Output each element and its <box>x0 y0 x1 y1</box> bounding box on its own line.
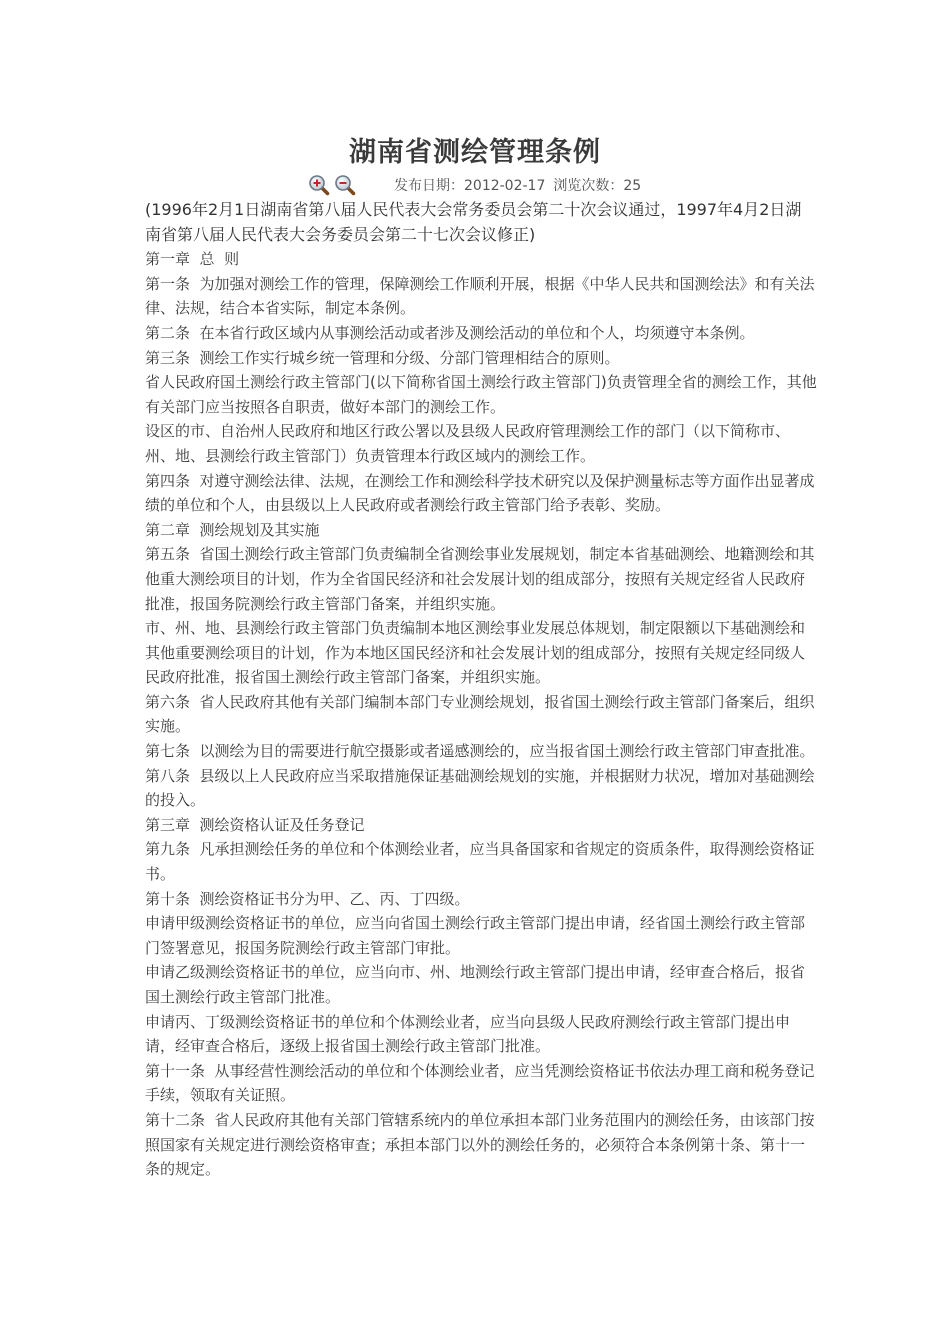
document-body <box>145 198 817 1182</box>
article-paragraph: 申请甲级测绘资格证书的单位，应当向省国土测绘行政主管部门提出申请，经省国土测绘行政主管部门签署意见，报国务院测绘行政主管部门审批。 <box>145 914 806 957</box>
article-paragraph: 第九条 凡承担测绘任务的单位和个体测绘业者，应当具备国家和省规定的资质条件，取得测绘资格证书。 <box>145 840 815 884</box>
article-paragraph: 第十一条 从事经营性测绘活动的单位和个体测绘业者，应当凭测绘资格证书依法办理工商和税务登记手续，领取有关证照。 <box>145 1061 815 1105</box>
zoom-in-icon[interactable] <box>308 174 330 196</box>
view-count-label: 浏览次数： <box>553 178 624 194</box>
article-paragraph: 市、州、地、县测绘行政主管部门负责编制本地区测绘事业发展总体规划，制定限额以下基础测绘和其他重要测绘项目的计划，作为本地区国民经济和社会发展计划的组成部分，按照有关规定经同级人民政府批准，报省国土测绘行政主管部门备案，并组织实施。 <box>145 619 806 687</box>
article-paragraph: 第六条 省人民政府其他有关部门编制本部门专业测绘规划，报省国土测绘行政主管部门备案后，组织实施。 <box>145 692 815 736</box>
article-paragraph: 第四条 对遵守测绘法律、法规，在测绘工作和测绘科学技术研究以及保护测量标志等方面作出显著成绩的单位和个人，由县级以上人民政府或者测绘行政主管部门给予表彰、奖励。 <box>145 471 815 515</box>
chapter-heading: 第三章 测绘资格认证及任务登记 <box>145 815 365 834</box>
adoption-note: (1996年2月1日湖南省第八届人民代表大会常务委员会第二十次会议通过，1997年4月2日湖南省第八届人民代表大会务委员会第二十七次会议修正) <box>145 200 802 244</box>
document-meta-bar <box>308 172 641 198</box>
chapter-heading: 第二章 测绘规划及其实施 <box>145 520 320 539</box>
article-paragraph: 第二条 在本省行政区域内从事测绘活动或者涉及测绘活动的单位和个人，均须遵守本条例。 <box>145 323 755 342</box>
article-paragraph: 申请乙级测绘资格证书的单位，应当向市、州、地测绘行政主管部门提出申请，经审查合格后，报省国土测绘行政主管部门批准。 <box>145 963 806 1006</box>
article-paragraph: 第七条 以测绘为目的需要进行航空摄影或者遥感测绘的，应当报省国土测绘行政主管部门审查批准。 <box>145 742 815 761</box>
article-paragraph: 省人民政府国土测绘行政主管部门(以下简称省国土测绘行政主管部门)负责管理全省的测绘工作，其他有关部门应当按照各自职责，做好本部门的测绘工作。 <box>145 373 817 416</box>
article-paragraph: 设区的市、自治州人民政府和地区行政公署以及县级人民政府管理测绘工作的部门（以下简称市、州、地、县测绘行政主管部门）负责管理本行政区域内的测绘工作。 <box>145 422 791 465</box>
zoom-out-icon[interactable] <box>334 174 356 196</box>
document-title: 湖南省测绘管理条例 <box>349 137 601 168</box>
document-meta-text <box>394 175 641 195</box>
publish-date-label: 发布日期： <box>394 178 464 194</box>
article-paragraph: 第三条 测绘工作实行城乡统一管理和分级、分部门管理相结合的原则。 <box>145 348 620 367</box>
chapter-heading: 第一章 总 则 <box>145 250 240 269</box>
article-paragraph: 第十二条 省人民政府其他有关部门管辖系统内的单位承担本部门业务范围内的测绘任务，由该部门按照国家有关规定进行测绘资格审查；承担本部门以外的测绘任务的，必须符合本条例第十条、第十一条的规定。 <box>145 1110 815 1179</box>
article-paragraph: 第十条 测绘资格证书分为甲、乙、丙、丁四级。 <box>145 889 470 908</box>
view-count: 25 <box>623 178 642 194</box>
article-paragraph: 第八条 县级以上人民政府应当采取措施保证基础测绘规划的实施，并根据财力状况，增加对基础测绘的投入。 <box>145 766 815 810</box>
article-paragraph: 申请丙、丁级测绘资格证书的单位和个体测绘业者，应当向县级人民政府测绘行政主管部门提出申请，经审查合格后，逐级上报省国土测绘行政主管部门批准。 <box>145 1012 791 1056</box>
publish-date: 2012-02-17 <box>464 178 546 194</box>
article-paragraph: 第一条 为加强对测绘工作的管理，保障测绘工作顺利开展，根据《中华人民共和国测绘法》和有关法律、法规，结合本省实际，制定本条例。 <box>145 274 815 318</box>
article-paragraph: 第五条 省国土测绘行政主管部门负责编制全省测绘事业发展规划，制定本省基础测绘、地籍测绘和其他重大测绘项目的计划，作为全省国民经济和社会发展计划的组成部分，按照有关规定经省人民政府批准，报国务院测绘行政主管部门备案，并组织实施。 <box>145 545 815 613</box>
